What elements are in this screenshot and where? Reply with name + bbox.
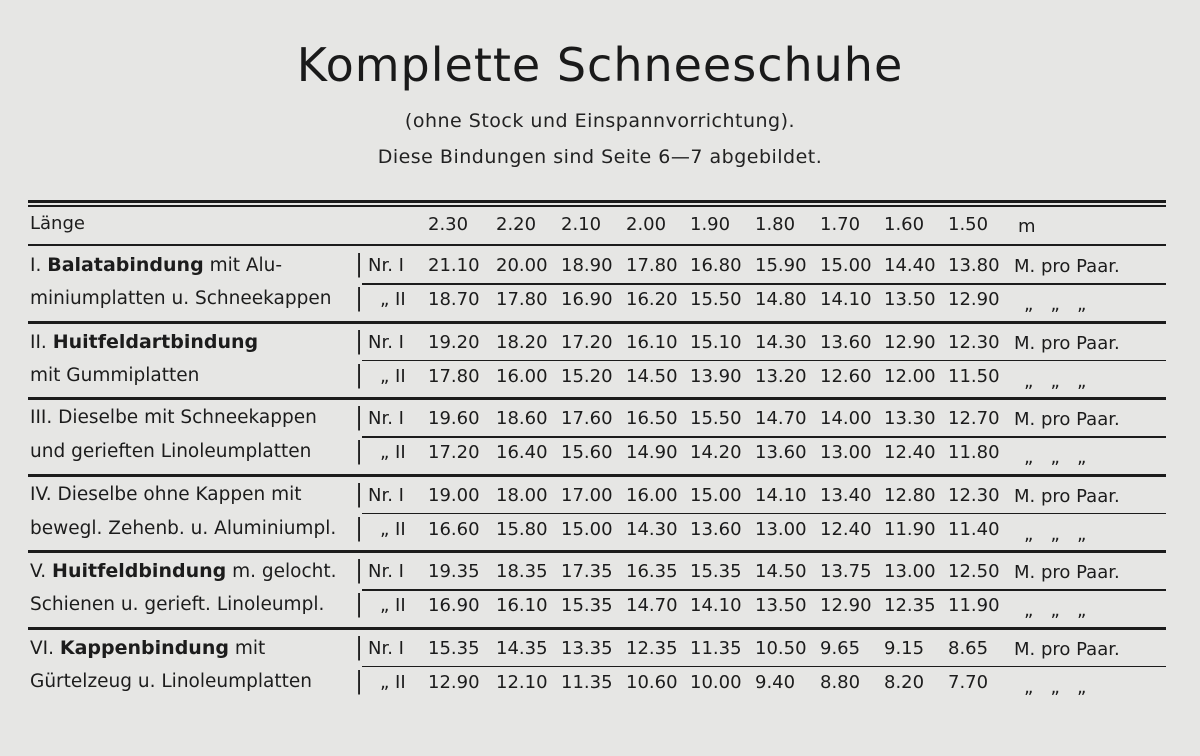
group-roman: V. [30,561,47,582]
price-cell: 18.70 [428,289,480,310]
price-cell: 14.70 [755,408,807,429]
price-cell: 11.35 [690,637,742,659]
price-cell: 16.00 [496,365,548,387]
price-cell: 19.35 [428,561,480,582]
row-number-label: „ II [380,289,406,310]
price-cell: 13.00 [820,442,872,463]
price-cell: 16.20 [626,289,678,310]
price-cell: 18.35 [496,561,548,582]
price-cell: 14.35 [496,637,548,659]
group-divider [28,627,1166,630]
group-label-line2: mit Gummiplatten [30,364,200,386]
group-divider [28,397,1166,400]
row-number-label: Nr. I [368,484,404,506]
price-unit: M. pro Paar. [1014,638,1120,660]
price-unit: M. pro Paar. [1014,562,1120,583]
price-cell: 14.40 [884,255,936,276]
price-cell: 14.80 [755,289,807,310]
group-roman: I. [30,255,42,276]
price-cell: 12.00 [884,365,936,387]
binding-name: Huitfeldbindung [52,560,227,582]
price-cell: 15.35 [690,561,742,582]
row-divider [362,436,1166,438]
price-cell: 14.10 [690,595,742,616]
price-cell: 10.00 [690,671,742,693]
price-cell: 14.90 [626,442,678,463]
price-cell: 16.60 [428,518,480,540]
group-label-line2: miniumplatten u. Schneekappen [30,288,332,309]
price-cell: 12.90 [948,289,1000,310]
brace-top: | [355,326,364,355]
group-roman: VI. [30,637,54,659]
row-number-label: „ II [380,365,406,387]
price-unit-ditto: „ „ „ [1024,523,1087,545]
header-length: 1.60 [884,214,925,235]
price-unit: M. pro Paar. [1014,485,1120,507]
price-cell: 13.75 [820,561,872,582]
group-label-rest: Dieselbe ohne Kappen mit [57,483,302,505]
price-cell: 14.50 [755,561,807,582]
price-cell: 21.10 [428,255,480,276]
price-cell: 15.35 [561,595,613,616]
group-label-line2: bewegl. Zehenb. u. Aluminiumpl. [30,517,337,539]
price-cell: 17.80 [626,255,678,276]
header-length: 1.90 [690,214,731,235]
price-cell: 13.30 [884,408,936,429]
group-roman: II. [30,331,47,353]
price-cell: 16.00 [626,484,678,506]
price-cell: 16.35 [626,561,678,582]
price-cell: 15.00 [820,255,872,276]
price-cell: 15.20 [561,365,613,387]
group-label-rest: Dieselbe mit Schneekappen [58,407,317,428]
price-cell: 14.10 [820,289,872,310]
price-cell: 8.65 [948,637,989,659]
brace-bottom: | [355,513,364,542]
price-cell: 15.90 [755,255,807,276]
group-divider [28,321,1166,324]
price-cell: 18.20 [496,331,548,353]
price-cell: 12.30 [948,484,1000,506]
price-cell: 13.40 [820,484,872,506]
price-cell: 15.50 [690,289,742,310]
price-cell: 12.35 [884,595,936,616]
price-cell: 12.30 [948,331,1000,353]
price-cell: 13.60 [755,442,807,463]
group-label-line1 [30,331,258,353]
brace-bottom: | [355,590,364,618]
header-length: 1.50 [948,214,989,235]
price-cell: 12.60 [820,365,872,387]
price-cell: 11.80 [948,442,1000,463]
price-unit-ditto: „ „ „ [1024,294,1087,315]
binding-name: Balatabindung [47,254,204,276]
price-cell: 7.70 [948,671,989,693]
price-cell: 9.65 [820,637,861,659]
row-divider [362,589,1166,591]
price-cell: 18.90 [561,255,613,276]
row-divider [362,283,1166,285]
group-divider [28,474,1166,477]
price-unit-ditto: „ „ „ [1024,600,1087,621]
price-cell: 14.50 [626,365,678,387]
price-cell: 15.60 [561,442,613,463]
row-divider [362,666,1166,668]
price-cell: 15.50 [690,408,742,429]
price-cell: 12.40 [820,518,872,540]
group-label-line1 [30,637,265,659]
price-cell: 17.60 [561,408,613,429]
price-cell: 14.00 [820,408,872,429]
price-cell: 9.15 [884,637,925,659]
price-cell: 16.80 [690,255,742,276]
price-cell: 13.50 [884,289,936,310]
brace-top: | [355,403,364,431]
price-cell: 13.80 [948,255,1000,276]
price-cell: 12.90 [820,595,872,616]
price-cell: 16.10 [496,595,548,616]
price-cell: 14.70 [626,595,678,616]
row-number-label: Nr. I [368,331,404,353]
header-length: 2.00 [626,214,667,235]
price-cell: 19.00 [428,484,480,506]
group-label-line1 [30,407,317,428]
price-cell: 12.10 [496,671,548,693]
binding-name: Huitfeldartbindung [52,330,259,353]
header-unit: m [1018,216,1036,237]
group-label-rest: mit [234,637,266,659]
price-cell: 11.40 [948,518,1000,540]
price-cell: 13.60 [820,331,872,353]
header-rule [28,244,1166,246]
price-cell: 17.80 [496,289,548,310]
price-cell: 12.90 [428,671,480,693]
price-cell: 12.35 [626,637,678,659]
price-cell: 17.20 [561,331,613,353]
brace-top: | [355,632,364,661]
price-cell: 13.00 [884,561,936,582]
brace-bottom: | [355,360,364,389]
price-cell: 16.40 [496,442,548,463]
row-number-label: „ II [380,671,406,693]
price-cell: 13.00 [755,518,807,540]
price-cell: 16.10 [626,331,678,353]
header-length: 1.80 [755,214,796,235]
row-number-label: „ II [380,518,406,540]
price-cell: 11.35 [561,671,613,693]
page-subtitle: (ohne Stock und Einspannvorrichtung). [404,110,796,132]
price-cell: 12.90 [884,331,936,353]
price-cell: 17.35 [561,561,613,582]
price-cell: 13.50 [755,595,807,616]
row-number-label: Nr. I [368,637,404,659]
price-cell: 15.00 [561,518,613,540]
price-cell: 18.00 [496,484,548,506]
price-cell: 20.00 [496,255,548,276]
brace-top: | [355,250,364,278]
price-cell: 13.60 [690,518,742,540]
row-number-label: „ II [380,442,406,463]
price-cell: 16.50 [626,408,678,429]
price-cell: 15.35 [428,637,480,659]
price-cell: 14.30 [626,518,678,540]
price-unit: M. pro Paar. [1014,409,1120,430]
group-label-line1 [30,484,302,505]
price-cell: 10.60 [626,671,678,693]
group-label-line1 [30,560,337,582]
price-cell: 17.20 [428,442,480,463]
group-roman: IV. [30,483,52,505]
price-cell: 15.00 [690,484,742,506]
price-cell: 11.90 [884,518,936,540]
table-top-rule-thin [28,205,1166,207]
price-cell: 14.10 [755,484,807,506]
group-divider [28,550,1166,553]
price-cell: 12.50 [948,561,1000,582]
page-note: Diese Bindungen sind Seite 6—7 abgebildet. [377,146,823,168]
header-length: 2.10 [561,214,602,235]
price-cell: 13.35 [561,637,613,659]
price-cell: 13.20 [755,365,807,387]
price-cell: 14.20 [690,442,742,463]
header-label: Länge [30,213,85,234]
header-length: 2.30 [428,214,469,235]
price-cell: 12.40 [884,442,936,463]
price-cell: 11.50 [948,365,1000,387]
row-divider [362,360,1166,362]
price-cell: 8.80 [820,671,861,693]
brace-bottom: | [355,284,364,312]
group-label-line2: Gürtelzeug u. Linoleumplatten [30,670,312,692]
brace-top: | [355,479,364,508]
group-label-rest: mit Alu- [209,255,283,276]
header-length: 2.20 [496,214,537,235]
row-number-label: Nr. I [368,561,404,582]
table-top-rule [28,200,1166,203]
price-unit: M. pro Paar. [1014,256,1120,277]
price-cell: 19.20 [428,331,480,353]
row-number-label: Nr. I [368,408,404,429]
price-unit-ditto: „ „ „ [1024,447,1087,468]
binding-name: Kappenbindung [59,636,229,659]
group-label-line2: und gerieften Linoleumplatten [30,441,312,462]
price-cell: 12.70 [948,408,1000,429]
price-cell: 14.30 [755,331,807,353]
price-cell: 17.80 [428,365,480,387]
brace-bottom: | [355,666,364,695]
price-cell: 13.90 [690,365,742,387]
price-cell: 15.10 [690,331,742,353]
group-label-line2: Schienen u. gerieft. Linoleumpl. [30,594,325,615]
price-cell: 16.90 [561,289,613,310]
group-label-line1 [30,254,282,276]
price-unit-ditto: „ „ „ [1024,676,1087,698]
price-cell: 17.00 [561,484,613,506]
price-unit: M. pro Paar. [1014,332,1120,354]
brace-top: | [355,556,364,584]
header-length: 1.70 [820,214,861,235]
page-title: Komplette Schneeschuhe [296,38,904,92]
price-cell: 15.80 [496,518,548,540]
group-roman: III. [30,407,53,428]
row-number-label: „ II [380,595,406,616]
price-cell: 9.40 [755,671,796,693]
brace-bottom: | [355,437,364,465]
price-cell: 18.60 [496,408,548,429]
group-label-rest: m. gelocht. [232,561,337,582]
row-number-label: Nr. I [368,255,404,276]
price-cell: 19.60 [428,408,480,429]
price-cell: 12.80 [884,484,936,506]
price-cell: 8.20 [884,671,925,693]
row-divider [362,513,1166,515]
price-cell: 10.50 [755,637,807,659]
price-cell: 11.90 [948,595,1000,616]
price-unit-ditto: „ „ „ [1024,370,1087,392]
price-cell: 16.90 [428,595,480,616]
